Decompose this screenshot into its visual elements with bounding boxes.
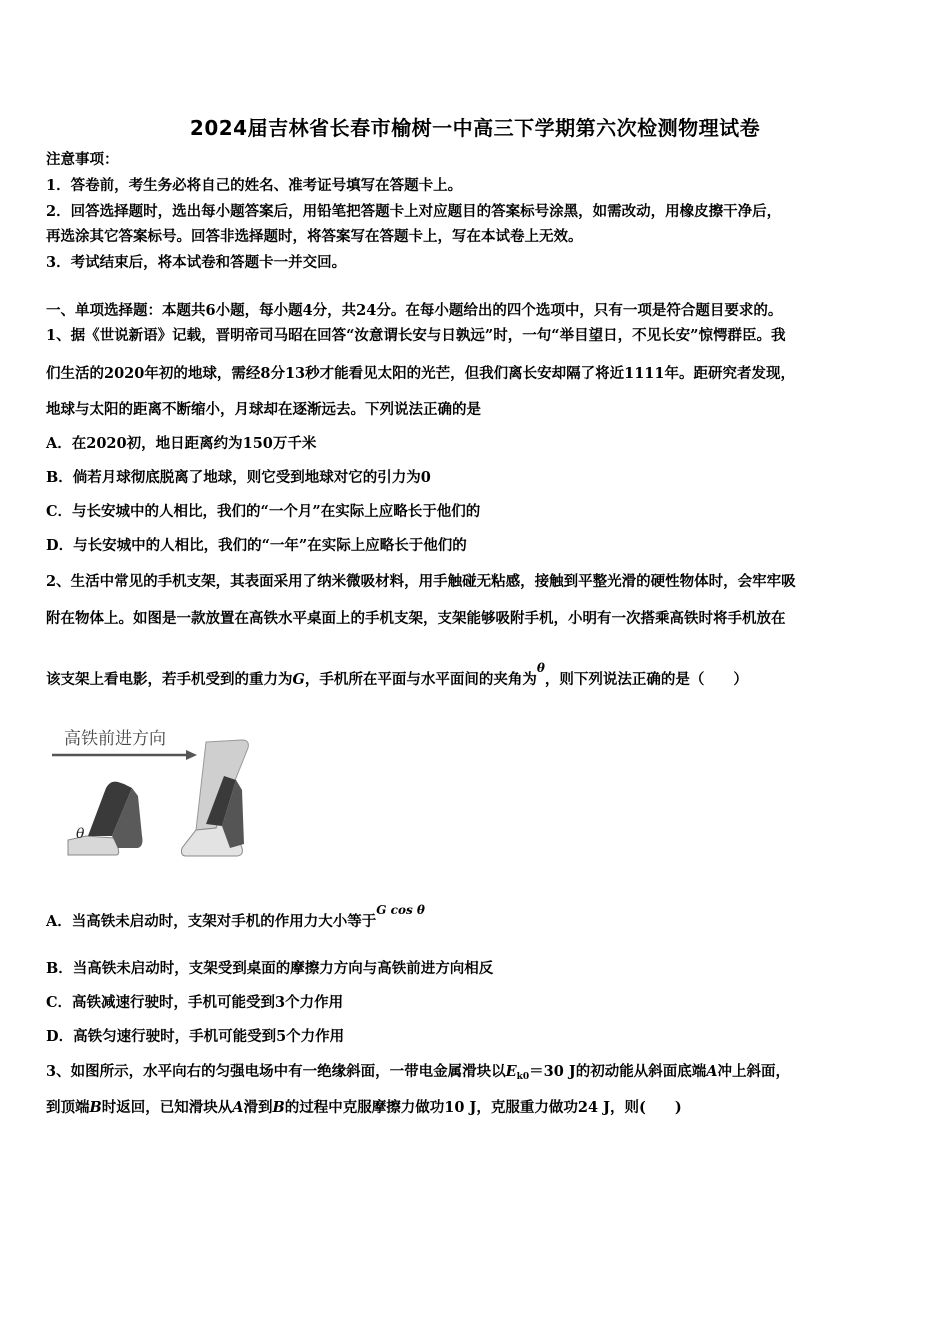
notice-heading: 注意事项： xyxy=(46,151,119,168)
q3-l1-part-b: ＝30 J的初动能从斜面底端 xyxy=(529,1063,707,1080)
energy-subscript: k0 xyxy=(516,1072,530,1082)
notice-item-3: 3．考试结束后，将本试卷和答题卡一并交回。 xyxy=(46,254,347,271)
q3-l2-part-b: 时返回，已知滑块从 xyxy=(101,1099,233,1116)
q2-line-1: 2、生活中常见的手机支架，其表面采用了纳米微吸材料，用手触碰无粘感，接触到平整光滑的硬性物体时，会牢牢吸 xyxy=(46,573,796,590)
point-b-symbol-2: B xyxy=(272,1099,285,1116)
direction-arrow-head xyxy=(186,750,197,760)
theta-symbol: θ xyxy=(536,661,545,675)
q3-line-1 xyxy=(46,1062,790,1084)
figure-angle-label: θ xyxy=(76,826,85,842)
point-a-symbol-2: A xyxy=(232,1099,244,1116)
phone-holder-illustration xyxy=(46,718,276,868)
page-title: 2024届吉林省长春市榆树一中高三下学期第六次检测物理试卷 xyxy=(189,116,761,140)
point-a-symbol: A xyxy=(706,1063,718,1080)
q2-option-a-text: A．当高铁未启动时，支架对手机的作用力大小等于 xyxy=(46,913,377,930)
q1-option-d: D．与长安城中的人相比，我们的“一年”在实际上应略长于他们的 xyxy=(46,537,467,554)
q3-l2-part-d: 的过程中克服摩擦力做功10 J，克服重力做功24 J，则( ) xyxy=(284,1099,682,1116)
point-b-symbol: B xyxy=(89,1099,102,1116)
q1-option-a: A．在2020初，地日距离约为150万千米 xyxy=(46,435,317,452)
q3-l1-part-c: 冲上斜面， xyxy=(717,1063,791,1080)
q2-option-d: D．高铁匀速行驶时，手机可能受到5个力作用 xyxy=(46,1028,345,1045)
q1-line-2: 们生活的2020年初的地球，需经8分13秒才能看见太阳的光芒，但我们离长安却隔了将近1111年。距研究者发现， xyxy=(46,365,795,382)
q2-option-c: C．高铁减速行驶时，手机可能受到3个力作用 xyxy=(46,994,344,1011)
q2-line-3-part-b: ，手机所在平面与水平面间的夹角为 xyxy=(304,671,537,688)
q2-line-3-part-a: 该支架上看电影，若手机受到的重力为 xyxy=(46,671,293,688)
q1-option-c: C．与长安城中的人相比，我们的“一个月”在实际上应略长于他们的 xyxy=(46,503,481,520)
figure-direction-label: 高铁前进方向 xyxy=(64,729,166,749)
q2-line-3-part-c: ，则下列说法正确的是（ ） xyxy=(544,671,748,688)
q2-option-b: B．当高铁未启动时，支架受到桌面的摩擦力方向与高铁前进方向相反 xyxy=(46,960,494,977)
q3-l2-part-c: 滑到 xyxy=(243,1099,273,1116)
q1-option-b: B．倘若月球彻底脱离了地球，则它受到地球对它的引力为0 xyxy=(46,469,431,486)
notice-item-2: 2．回答选择题时，选出每小题答案后，用铅笔把答题卡上对应题目的答案标号涂黑，如需改动，用橡皮擦干净后， xyxy=(46,203,782,220)
notice-item-2-cont: 再选涂其它答案标号。回答非选择题时，将答案写在答题卡上，写在本试卷上无效。 xyxy=(46,228,583,245)
q3-line-2 xyxy=(46,1098,682,1118)
q3-l2-part-a: 到顶端 xyxy=(46,1099,90,1116)
q1-line-1: 1、据《世说新语》记载，晋明帝司马昭在回答“汝意谓长安与日孰远”时，一句“举目望日，不见长安”惊愕群臣。我 xyxy=(46,327,786,344)
q3-l1-part-a: 3、如图所示，水平向右的匀强电场中有一绝缘斜面，一带电金属滑块以 xyxy=(46,1063,506,1080)
section-header: 一、单项选择题：本题共6小题，每小题4分，共24分。在每小题给出的四个选项中，只有一项是符合题目要求的。 xyxy=(46,302,783,319)
phone-holder-figure xyxy=(46,718,276,868)
q2-line-3 xyxy=(46,661,748,690)
q1-line-3: 地球与太阳的距离不断缩小，月球却在逐渐远去。下列说法正确的是 xyxy=(46,401,481,418)
notice-item-1: 1．答卷前，考生务必将自己的姓名、准考证号填写在答题卡上。 xyxy=(46,177,463,194)
q2-line-2: 附在物体上。如图是一款放置在高铁水平桌面上的手机支架，支架能够吸附手机，小明有一次搭乘高铁时将手机放在 xyxy=(46,610,786,627)
g-cos-theta-formula: G cos θ xyxy=(376,903,425,917)
gravity-symbol: G xyxy=(292,671,305,688)
energy-symbol: E xyxy=(505,1063,517,1080)
